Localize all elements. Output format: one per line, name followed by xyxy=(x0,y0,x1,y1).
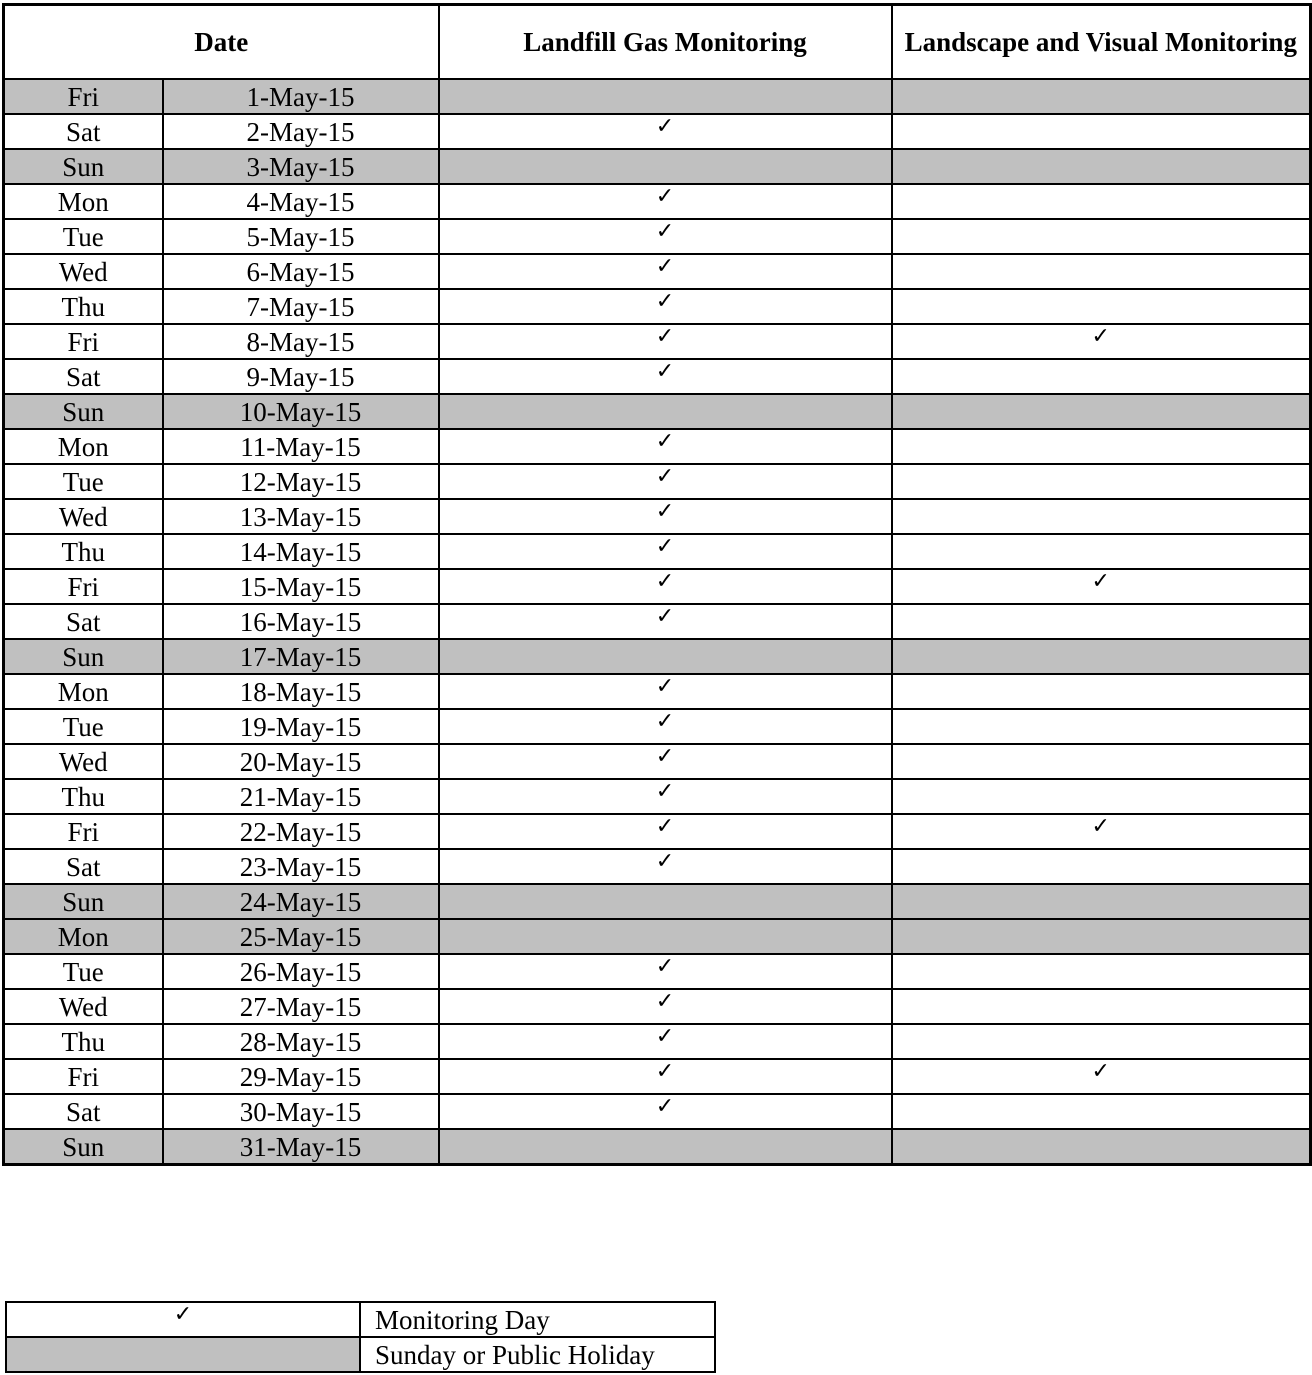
date-cell: 7-May-15 xyxy=(163,289,439,324)
landfill-gas-cell xyxy=(439,744,892,779)
landscape-visual-cell xyxy=(892,254,1311,289)
legend-table xyxy=(5,1301,716,1373)
check-mark-icon: ✓ xyxy=(655,744,675,769)
landfill-gas-cell xyxy=(439,79,892,114)
date-cell: 5-May-15 xyxy=(163,219,439,254)
schedule-row xyxy=(4,534,1311,569)
landscape-visual-cell xyxy=(892,744,1311,779)
schedule-row xyxy=(4,744,1311,779)
check-mark-icon: ✓ xyxy=(655,289,675,314)
date-cell: 3-May-15 xyxy=(163,149,439,184)
date-cell: 11-May-15 xyxy=(163,429,439,464)
date-cell: 14-May-15 xyxy=(163,534,439,569)
check-mark-icon: ✓ xyxy=(655,1094,675,1119)
schedule-row xyxy=(4,149,1311,184)
schedule-row xyxy=(4,954,1311,989)
landscape-visual-cell xyxy=(892,79,1311,114)
check-mark-icon: ✓ xyxy=(655,219,675,244)
date-cell: 13-May-15 xyxy=(163,499,439,534)
check-mark-icon: ✓ xyxy=(655,849,675,874)
check-mark-icon: ✓ xyxy=(655,534,675,559)
date-cell: 29-May-15 xyxy=(163,1059,439,1094)
landscape-visual-cell xyxy=(892,1024,1311,1059)
schedule-row xyxy=(4,1094,1311,1129)
landscape-visual-cell xyxy=(892,359,1311,394)
check-mark-icon: ✓ xyxy=(1091,569,1110,594)
check-mark-icon: ✓ xyxy=(655,429,675,454)
landscape-visual-cell xyxy=(892,849,1311,884)
day-cell: Mon xyxy=(4,674,163,709)
landfill-gas-cell xyxy=(439,954,892,989)
check-mark-icon: ✓ xyxy=(655,1059,675,1084)
header-row xyxy=(4,5,1311,80)
day-cell: Sun xyxy=(4,394,163,429)
day-cell: Tue xyxy=(4,954,163,989)
check-mark-icon: ✓ xyxy=(1091,814,1110,839)
landscape-visual-cell xyxy=(892,464,1311,499)
date-cell: 19-May-15 xyxy=(163,709,439,744)
landscape-visual-cell xyxy=(892,429,1311,464)
schedule-row xyxy=(4,429,1311,464)
landfill-gas-cell xyxy=(439,569,892,604)
schedule-row xyxy=(4,884,1311,919)
landfill-gas-cell xyxy=(439,674,892,709)
day-cell: Sat xyxy=(4,604,163,639)
day-cell: Fri xyxy=(4,79,163,114)
check-mark-icon: ✓ xyxy=(655,814,675,839)
schedule-row xyxy=(4,604,1311,639)
day-cell: Fri xyxy=(4,814,163,849)
date-cell: 15-May-15 xyxy=(163,569,439,604)
date-header: Date xyxy=(4,5,439,80)
date-cell: 24-May-15 xyxy=(163,884,439,919)
landscape-visual-cell xyxy=(892,184,1311,219)
check-mark-icon: ✓ xyxy=(655,709,675,734)
day-cell: Sat xyxy=(4,114,163,149)
check-mark-icon: ✓ xyxy=(655,184,675,209)
landscape-visual-cell xyxy=(892,219,1311,254)
day-cell: Sat xyxy=(4,849,163,884)
landscape-visual-cell xyxy=(892,534,1311,569)
schedule-row xyxy=(4,324,1311,359)
date-cell: 28-May-15 xyxy=(163,1024,439,1059)
legend-holiday-swatch xyxy=(6,1337,360,1372)
schedule-row xyxy=(4,1024,1311,1059)
day-cell: Wed xyxy=(4,744,163,779)
check-mark-icon: ✓ xyxy=(655,254,675,279)
landscape-visual-cell xyxy=(892,989,1311,1024)
landfill-gas-header: Landfill Gas Monitoring xyxy=(439,5,892,80)
schedule-row xyxy=(4,114,1311,149)
landfill-gas-cell xyxy=(439,394,892,429)
landscape-visual-cell xyxy=(892,1059,1311,1094)
schedule-row xyxy=(4,919,1311,954)
date-cell: 18-May-15 xyxy=(163,674,439,709)
day-cell: Sat xyxy=(4,359,163,394)
landscape-visual-cell xyxy=(892,604,1311,639)
landfill-gas-cell xyxy=(439,499,892,534)
check-mark-icon: ✓ xyxy=(655,499,675,524)
schedule-row xyxy=(4,359,1311,394)
landfill-gas-cell xyxy=(439,429,892,464)
day-cell: Tue xyxy=(4,219,163,254)
check-mark-icon: ✓ xyxy=(655,324,675,349)
landfill-gas-cell xyxy=(439,534,892,569)
date-cell: 21-May-15 xyxy=(163,779,439,814)
schedule-row xyxy=(4,394,1311,429)
date-cell: 6-May-15 xyxy=(163,254,439,289)
check-mark-icon: ✓ xyxy=(655,674,675,699)
landfill-gas-cell xyxy=(439,1094,892,1129)
legend-holiday-label: Sunday or Public Holiday xyxy=(360,1337,715,1372)
check-mark-icon: ✓ xyxy=(655,604,675,629)
landfill-gas-cell xyxy=(439,884,892,919)
day-cell: Fri xyxy=(4,569,163,604)
date-cell: 20-May-15 xyxy=(163,744,439,779)
landfill-gas-cell xyxy=(439,1059,892,1094)
landfill-gas-cell xyxy=(439,919,892,954)
day-cell: Thu xyxy=(4,779,163,814)
day-cell: Wed xyxy=(4,989,163,1024)
day-cell: Wed xyxy=(4,499,163,534)
landscape-visual-cell xyxy=(892,884,1311,919)
landfill-gas-cell xyxy=(439,289,892,324)
landfill-gas-cell xyxy=(439,604,892,639)
landscape-visual-cell xyxy=(892,1094,1311,1129)
day-cell: Sun xyxy=(4,1129,163,1165)
landscape-visual-cell xyxy=(892,709,1311,744)
landfill-gas-cell xyxy=(439,324,892,359)
schedule-row xyxy=(4,254,1311,289)
date-cell: 9-May-15 xyxy=(163,359,439,394)
landscape-visual-cell xyxy=(892,639,1311,674)
schedule-row xyxy=(4,499,1311,534)
day-cell: Fri xyxy=(4,324,163,359)
check-mark-icon: ✓ xyxy=(655,989,675,1014)
day-cell: Fri xyxy=(4,1059,163,1094)
day-cell: Sun xyxy=(4,149,163,184)
day-cell: Sat xyxy=(4,1094,163,1129)
landfill-gas-cell xyxy=(439,1129,892,1165)
day-cell: Thu xyxy=(4,1024,163,1059)
schedule-row xyxy=(4,639,1311,674)
check-mark-icon: ✓ xyxy=(173,1302,193,1327)
check-mark-icon: ✓ xyxy=(655,954,675,979)
schedule-row xyxy=(4,709,1311,744)
check-mark-icon: ✓ xyxy=(655,464,675,489)
date-cell: 1-May-15 xyxy=(163,79,439,114)
day-cell: Sun xyxy=(4,639,163,674)
legend-row-holiday xyxy=(6,1337,715,1372)
landscape-visual-cell xyxy=(892,569,1311,604)
date-cell: 4-May-15 xyxy=(163,184,439,219)
schedule-row xyxy=(4,849,1311,884)
schedule-row xyxy=(4,464,1311,499)
schedule-row xyxy=(4,569,1311,604)
landfill-gas-cell xyxy=(439,219,892,254)
day-cell: Sun xyxy=(4,884,163,919)
landfill-gas-cell xyxy=(439,149,892,184)
legend-monitoring-label: Monitoring Day xyxy=(360,1302,715,1337)
landfill-gas-cell xyxy=(439,814,892,849)
day-cell: Thu xyxy=(4,289,163,324)
date-cell: 10-May-15 xyxy=(163,394,439,429)
day-cell: Tue xyxy=(4,709,163,744)
landscape-visual-cell xyxy=(892,919,1311,954)
landfill-gas-cell xyxy=(439,464,892,499)
landscape-visual-cell xyxy=(892,674,1311,709)
landfill-gas-cell xyxy=(439,254,892,289)
schedule-row xyxy=(4,814,1311,849)
landfill-gas-cell xyxy=(439,989,892,1024)
date-cell: 26-May-15 xyxy=(163,954,439,989)
schedule-row xyxy=(4,79,1311,114)
check-mark-icon: ✓ xyxy=(655,114,675,139)
check-mark-icon: ✓ xyxy=(655,1024,675,1049)
date-cell: 17-May-15 xyxy=(163,639,439,674)
monitoring-schedule-table xyxy=(2,3,1312,1166)
landscape-visual-cell xyxy=(892,499,1311,534)
landscape-visual-cell xyxy=(892,149,1311,184)
day-cell: Mon xyxy=(4,919,163,954)
day-cell: Tue xyxy=(4,464,163,499)
date-cell: 27-May-15 xyxy=(163,989,439,1024)
date-cell: 31-May-15 xyxy=(163,1129,439,1165)
schedule-row xyxy=(4,779,1311,814)
landscape-visual-cell xyxy=(892,289,1311,324)
legend-row-monitoring xyxy=(6,1302,715,1337)
check-mark-icon: ✓ xyxy=(655,569,675,594)
landscape-visual-cell xyxy=(892,814,1311,849)
schedule-row xyxy=(4,1059,1311,1094)
date-cell: 23-May-15 xyxy=(163,849,439,884)
landscape-visual-cell xyxy=(892,954,1311,989)
date-cell: 16-May-15 xyxy=(163,604,439,639)
landfill-gas-cell xyxy=(439,849,892,884)
landfill-gas-cell xyxy=(439,114,892,149)
schedule-row xyxy=(4,219,1311,254)
day-cell: Wed xyxy=(4,254,163,289)
date-cell: 30-May-15 xyxy=(163,1094,439,1129)
landfill-gas-cell xyxy=(439,639,892,674)
schedule-row xyxy=(4,289,1311,324)
landfill-gas-cell xyxy=(439,709,892,744)
schedule-row xyxy=(4,1129,1311,1165)
landscape-visual-cell xyxy=(892,324,1311,359)
landfill-gas-cell xyxy=(439,1024,892,1059)
date-cell: 2-May-15 xyxy=(163,114,439,149)
legend-tick-swatch xyxy=(6,1302,360,1337)
landscape-visual-cell xyxy=(892,779,1311,814)
landfill-gas-cell xyxy=(439,184,892,219)
date-cell: 12-May-15 xyxy=(163,464,439,499)
day-cell: Thu xyxy=(4,534,163,569)
date-cell: 25-May-15 xyxy=(163,919,439,954)
landscape-visual-cell xyxy=(892,114,1311,149)
check-mark-icon: ✓ xyxy=(655,779,675,804)
day-cell: Mon xyxy=(4,184,163,219)
date-cell: 8-May-15 xyxy=(163,324,439,359)
landfill-gas-cell xyxy=(439,359,892,394)
schedule-row xyxy=(4,989,1311,1024)
check-mark-icon: ✓ xyxy=(1091,1059,1110,1084)
check-mark-icon: ✓ xyxy=(1091,324,1110,349)
landscape-visual-cell xyxy=(892,394,1311,429)
landscape-visual-header: Landscape and Visual Monitoring xyxy=(892,5,1311,80)
date-cell: 22-May-15 xyxy=(163,814,439,849)
day-cell: Mon xyxy=(4,429,163,464)
landfill-gas-cell xyxy=(439,779,892,814)
schedule-body xyxy=(4,79,1311,1165)
schedule-row xyxy=(4,184,1311,219)
check-mark-icon: ✓ xyxy=(655,359,675,384)
landscape-visual-cell xyxy=(892,1129,1311,1165)
schedule-row xyxy=(4,674,1311,709)
